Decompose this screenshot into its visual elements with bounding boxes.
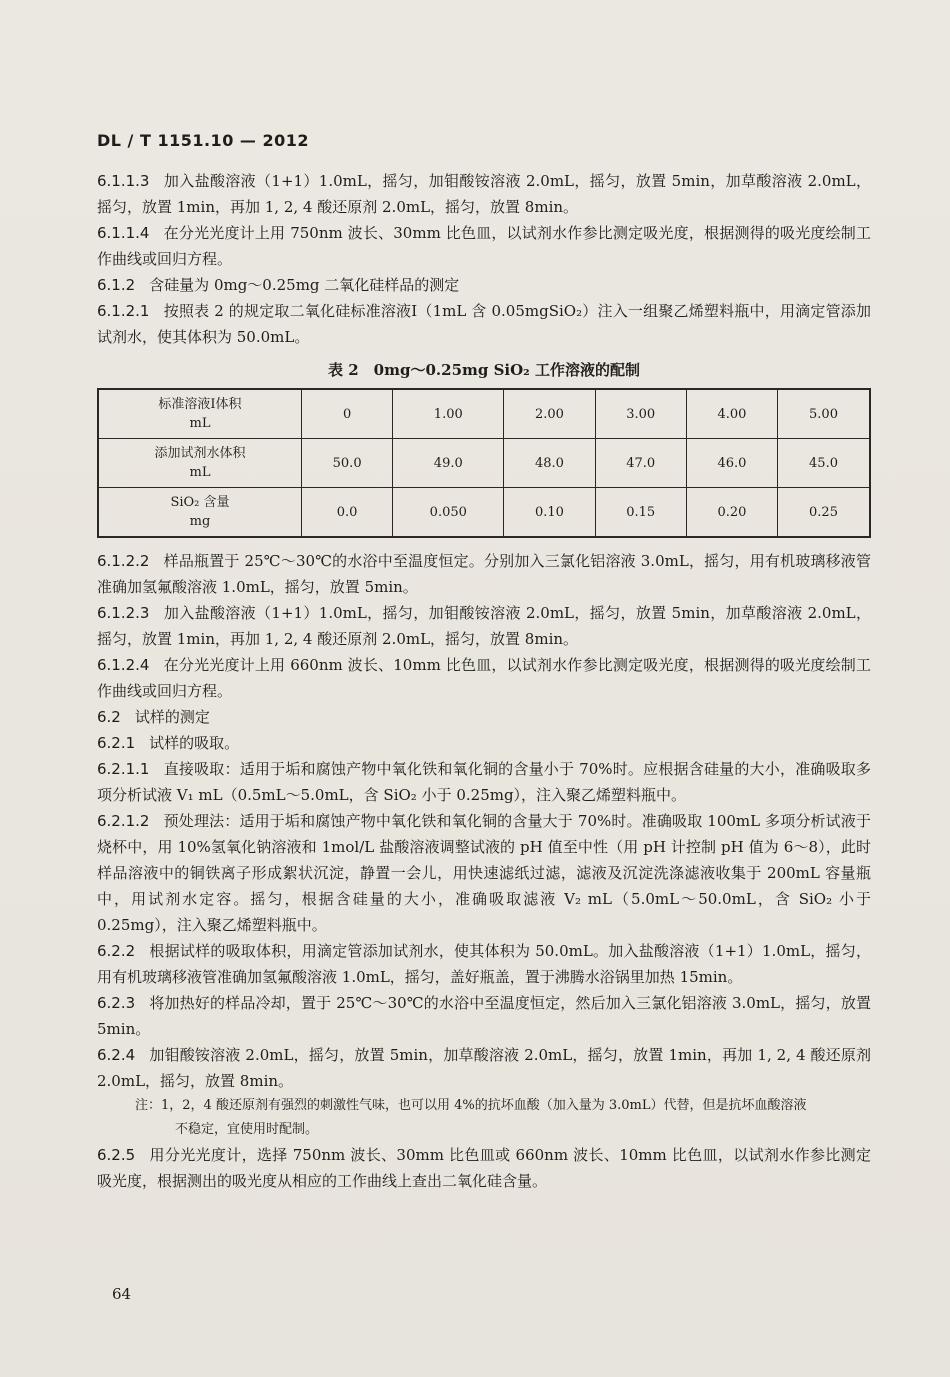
clause-number: 6.1.1.3 bbox=[97, 172, 150, 190]
clause-number: 6.1.2.3 bbox=[97, 604, 150, 622]
paragraph bbox=[97, 600, 871, 652]
clause-number: 6.1.2.2 bbox=[97, 552, 150, 570]
row-header-name: 标准溶液Ⅰ体积 bbox=[158, 397, 242, 412]
table-cell: 50.0 bbox=[302, 439, 393, 488]
paragraph bbox=[97, 990, 871, 1042]
clause-text: 样品瓶置于 25℃～30℃的水浴中至温度恒定。分别加入三氯化铝溶液 3.0mL，摇匀，用有机玻璃移液管准确加氢氟酸溶液 1.0mL，摇匀，放置 5min。 bbox=[97, 552, 871, 596]
paragraph-group-a bbox=[97, 168, 871, 350]
paragraph bbox=[97, 548, 871, 600]
clause-number: 6.2.1.2 bbox=[97, 812, 150, 830]
standard-header: DL / T 1151.10 — 2012 bbox=[97, 131, 309, 150]
table-cell: 0.25 bbox=[778, 488, 870, 538]
note-line-2: 不稳定，宜使用时配制。 bbox=[175, 1122, 319, 1137]
table-caption: 表 2 0mg～0.25mg SiO₂ 工作溶液的配制 bbox=[328, 361, 640, 379]
clause-text: 加钼酸铵溶液 2.0mL，摇匀，放置 5min，加草酸溶液 2.0mL，摇匀，放置 1min，再加 1, 2, 4 酸还原剂 2.0mL，摇匀，放置 8min。 bbox=[97, 1046, 871, 1090]
row-header-unit: mg bbox=[189, 514, 211, 529]
page-number: 64 bbox=[112, 1285, 132, 1303]
paragraph bbox=[97, 938, 871, 990]
table-row bbox=[98, 389, 870, 439]
table-cell: 0.10 bbox=[504, 488, 595, 538]
clause-number: 6.2.1 bbox=[97, 734, 136, 752]
table-cell: 0.050 bbox=[393, 488, 504, 538]
clause-number: 6.1.1.4 bbox=[97, 224, 150, 242]
paragraph bbox=[97, 220, 871, 272]
paragraph bbox=[97, 168, 871, 220]
clause-text: 在分光光度计上用 660nm 波长、10mm 比色皿，以试剂水作参比测定吸光度，根据测得的吸光度绘制工作曲线或回归方程。 bbox=[97, 656, 871, 700]
table-cell: 45.0 bbox=[778, 439, 870, 488]
table-cell: 5.00 bbox=[778, 389, 870, 439]
table-row bbox=[98, 439, 870, 488]
clause-number: 6.2 bbox=[97, 708, 121, 726]
table-cell: 47.0 bbox=[595, 439, 686, 488]
table-cell: 0.0 bbox=[302, 488, 393, 538]
clause-text: 按照表 2 的规定取二氧化硅标准溶液Ⅰ（1mL 含 0.05mgSiO₂）注入一组聚乙烯塑料瓶中，用滴定管添加试剂水，使其体积为 50.0mL。 bbox=[97, 302, 871, 346]
row-header-unit: mL bbox=[189, 465, 211, 480]
table-cell: 1.00 bbox=[393, 389, 504, 439]
row-header-unit: mL bbox=[189, 416, 211, 431]
clause-number: 6.2.4 bbox=[97, 1046, 136, 1064]
table-cell: 2.00 bbox=[504, 389, 595, 439]
table-cell: 3.00 bbox=[595, 389, 686, 439]
clause-number: 6.2.2 bbox=[97, 942, 136, 960]
clause-text: 用分光光度计，选择 750nm 波长、30mm 比色皿或 660nm 波长、10mm 比色皿，以试剂水作参比测定吸光度，根据测出的吸光度从相应的工作曲线上查出二氧化硅含量。 bbox=[97, 1146, 871, 1190]
clause-number: 6.2.3 bbox=[97, 994, 136, 1012]
paragraph bbox=[97, 730, 871, 756]
paragraph-group-b bbox=[97, 548, 871, 1094]
clause-text: 加入盐酸溶液（1+1）1.0mL，摇匀，加钼酸铵溶液 2.0mL，摇匀，放置 5min，加草酸溶液 2.0mL，摇匀，放置 1min，再加 1, 2, 4 酸还原剂 2.0mL，摇匀，放置 8min。 bbox=[97, 604, 871, 648]
paragraph-6-2-5 bbox=[97, 1142, 871, 1194]
row-header bbox=[98, 389, 302, 439]
clause-text: 在分光光度计上用 750nm 波长、30mm 比色皿，以试剂水作参比测定吸光度，根据测得的吸光度绘制工作曲线或回归方程。 bbox=[97, 224, 871, 268]
table-cell: 4.00 bbox=[686, 389, 777, 439]
table-cell: 49.0 bbox=[393, 439, 504, 488]
clause-text: 试样的吸取。 bbox=[149, 734, 240, 752]
paragraph bbox=[97, 298, 871, 350]
row-header bbox=[98, 488, 302, 538]
clause-text: 含硅量为 0mg～0.25mg 二氧化硅样品的测定 bbox=[149, 276, 460, 294]
note-line-1: 注：1，2，4 酸还原剂有强烈的刺激性气味，也可以用 4%的抗坏血酸（加入量为 3.0mL）代替，但是抗坏血酸溶液 bbox=[135, 1098, 807, 1113]
table-row bbox=[98, 488, 870, 538]
clause-number: 6.1.2 bbox=[97, 276, 136, 294]
paragraph bbox=[97, 652, 871, 704]
paragraph bbox=[97, 1042, 871, 1094]
row-header-name: 添加试剂水体积 bbox=[154, 446, 246, 461]
table-cell: 0 bbox=[302, 389, 393, 439]
paragraph bbox=[97, 808, 871, 938]
clause-number: 6.1.2.4 bbox=[97, 656, 150, 674]
table-2 bbox=[97, 388, 871, 538]
paragraph bbox=[97, 272, 871, 298]
clause-text: 试样的测定 bbox=[134, 708, 210, 726]
clause-text: 将加热好的样品冷却，置于 25℃～30℃的水浴中至温度恒定，然后加入三氯化铝溶液 3.0mL，摇匀，放置 5min。 bbox=[97, 994, 871, 1038]
table-cell: 48.0 bbox=[504, 439, 595, 488]
table-cell: 46.0 bbox=[686, 439, 777, 488]
page-content bbox=[97, 168, 871, 1194]
clause-text: 直接吸取：适用于垢和腐蚀产物中氧化铁和氧化铜的含量小于 70%时。应根据含硅量的大小，准确吸取多项分析试液 V₁ mL（0.5mL～5.0mL，含 SiO₂ 小于 0.25mg），注入聚乙烯塑料瓶中。 bbox=[97, 760, 871, 804]
clause-number: 6.1.2.1 bbox=[97, 302, 150, 320]
clause-number: 6.2.1.1 bbox=[97, 760, 150, 778]
table-cell: 0.15 bbox=[595, 488, 686, 538]
clause-text: 加入盐酸溶液（1+1）1.0mL，摇匀，加钼酸铵溶液 2.0mL，摇匀，放置 5min，加草酸溶液 2.0mL，摇匀，放置 1min，再加 1, 2, 4 酸还原剂 2.0mL，摇匀，放置 8min。 bbox=[97, 172, 871, 216]
clause-text: 预处理法：适用于垢和腐蚀产物中氧化铁和氧化铜的含量大于 70%时。准确吸取 100mL 多项分析试液于烧杯中，用 10%氢氧化钠溶液和 1mol/L 盐酸溶液调整试液的 pH 值至中性（用 pH 计控制 pH 值为 6～8），此时样品溶液中的铜铁离子形成絮状沉淀，静置一会儿，用快速滤纸过滤，滤液及沉淀洗涤滤液收集于 200mL 容量瓶中，用试剂水定容。摇匀，根据含硅量的大小，准确吸取滤液 V₂ mL（5.0mL～50.0mL，含 SiO₂ 小于 0.25mg），注入聚乙烯塑料瓶中。 bbox=[97, 812, 871, 934]
paragraph bbox=[97, 756, 871, 808]
paragraph bbox=[97, 704, 871, 730]
clause-text: 根据试样的吸取体积，用滴定管添加试剂水，使其体积为 50.0mL。加入盐酸溶液（1+1）1.0mL，摇匀，用有机玻璃移液管准确加氢氟酸溶液 1.0mL，摇匀，盖好瓶盖，置于沸腾水浴锅里加热 15min。 bbox=[97, 942, 871, 986]
table-cell: 0.20 bbox=[686, 488, 777, 538]
clause-number: 6.2.5 bbox=[97, 1146, 136, 1164]
row-header-name: SiO₂ 含量 bbox=[170, 495, 230, 510]
row-header bbox=[98, 439, 302, 488]
